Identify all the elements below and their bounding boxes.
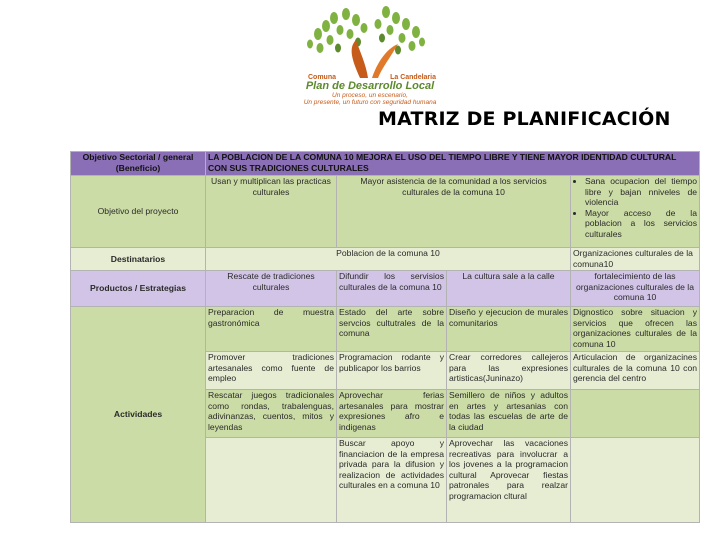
table-row-actividades bbox=[71, 307, 700, 352]
actividad-cell bbox=[571, 438, 700, 523]
planning-matrix-table bbox=[70, 151, 700, 523]
actividad-cell: Crear corredores callejeros para las expresiones artisticas(Juninazo) bbox=[447, 352, 571, 390]
table-row-productos bbox=[71, 271, 700, 307]
productos-label: Productos / Estrategias bbox=[71, 271, 206, 307]
actividad-cell: Preparacion de muestra gastronómica bbox=[206, 307, 337, 352]
logo-right-word: La Candelaria bbox=[390, 74, 436, 81]
actividad-cell: Promover tradiciones artesanales como fuente de empleo bbox=[206, 352, 337, 390]
logo-tagline-1: Un proceso, un escenario, bbox=[332, 92, 408, 99]
actividad-cell: Rescatar juegos tradicionales como rondas, trabalenguas, adivinanzas, cuentos, mitos y leyendas bbox=[206, 390, 337, 438]
objetivo-proyecto-cell-3 bbox=[571, 176, 700, 248]
logo-main-text: Plan de Desarrollo Local bbox=[305, 80, 435, 92]
objetivo-sectorial-label: Objetivo Sectorial / general (Beneficio) bbox=[71, 152, 206, 176]
producto-cell: Difundir los servisios culturales de la comuna 10 bbox=[337, 271, 447, 307]
actividad-cell: Diseño y ejecucion de murales comunitarios bbox=[447, 307, 571, 352]
actividad-cell: Semillero de niños y adultos en artes y artesanias con todas las escuelas de arte de la ciudad bbox=[447, 390, 571, 438]
bullet-item: • Sana ocupacion del tiempo libre y bajan nniveles de violencia bbox=[585, 176, 697, 208]
producto-cell: La cultura sale a la calle bbox=[447, 271, 571, 307]
actividad-cell: Estado del arte sobre servcios cultutrales de la comuna bbox=[337, 307, 447, 352]
table-row-destinatarios bbox=[71, 248, 700, 271]
actividad-cell: Dignostico sobre situacion y servicios que ofrecen las organizaciones culturales de la comuna 10 bbox=[571, 307, 700, 352]
logo-text bbox=[290, 74, 450, 106]
actividad-cell: Articulacion de organizacines culturales de la comuna 10 con gerencia del centro bbox=[571, 352, 700, 390]
actividad-cell bbox=[206, 438, 337, 523]
table-row-objetivo-proyecto bbox=[71, 176, 700, 248]
destinatarios-cell-2: Organizaciones culturales de la comuna10 bbox=[571, 248, 700, 271]
actividad-cell: Aprovechar las vacaciones recreativas para involucrar a los jovenes a la programacion cultural Aprovecar fiestas patronales para realzar programacion cltural bbox=[447, 438, 571, 523]
producto-cell: Rescate de tradiciones culturales bbox=[206, 271, 337, 307]
objetivo-proyecto-cell-1: Usan y multiplican las practicas culturales bbox=[206, 176, 337, 248]
actividad-cell: Programacion rodante y publicapor los barrios bbox=[337, 352, 447, 390]
logo-tagline-2: Un presente, un futuro con seguridad humana bbox=[303, 99, 437, 106]
objetivo-proyecto-label: Objetivo del proyecto bbox=[71, 176, 206, 248]
bullet-item: • Mayor acceso de la poblacion a los servicios culturales bbox=[585, 208, 697, 240]
tree-logo-icon bbox=[290, 4, 450, 82]
objetivo-proyecto-cell-2: Mayor asistencia de la comunidad a los servicios culturales de la comuna 10 bbox=[337, 176, 571, 248]
objetivo-sectorial-text: LA POBLACION DE LA COMUNA 10 MEJORA EL USO DEL TIEMPO LIBRE Y TIENE MAYOR IDENTIDAD CULTURAL CON SUS TRADICIONES CULTURALES bbox=[206, 152, 700, 176]
actividades-label: Actividades bbox=[71, 307, 206, 523]
destinatarios-label: Destinatarios bbox=[71, 248, 206, 271]
page-title: MATRIZ DE PLANIFICACIÓN bbox=[378, 108, 671, 130]
table-row-objetivo-sectorial bbox=[71, 152, 700, 176]
destinatarios-cell-1: Poblacion de la comuna 10 bbox=[206, 248, 571, 271]
actividad-cell: Buscar apoyo y financiacion de la empresa privada para la difusion y realizacion de actividades culturales en a comuna 10 bbox=[337, 438, 447, 523]
actividad-cell bbox=[571, 390, 700, 438]
actividad-cell: Aprovechar ferias artesanales para mostrar expresiones afro e indigenas bbox=[337, 390, 447, 438]
plan-desarrollo-logo bbox=[290, 4, 450, 110]
logo-left-word: Comuna bbox=[308, 74, 336, 81]
producto-cell: fortalecimiento de las organizaciones culturales de la comuna 10 bbox=[571, 271, 700, 307]
